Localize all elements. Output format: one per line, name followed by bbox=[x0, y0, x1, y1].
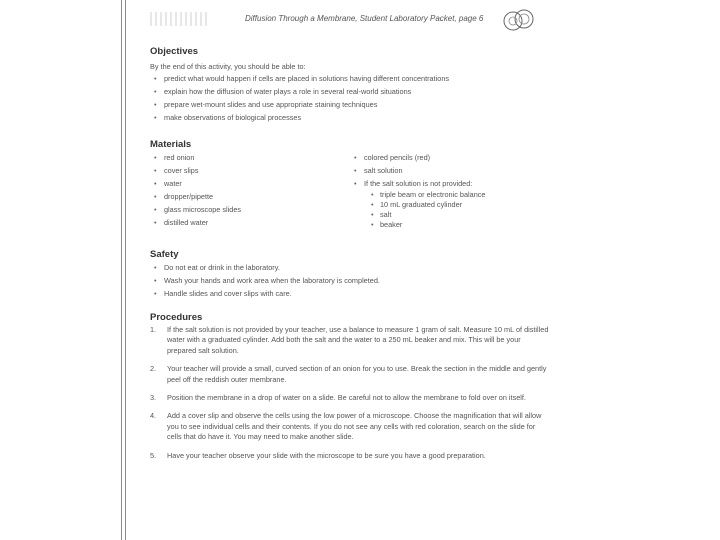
material-item: • salt solution bbox=[350, 164, 472, 177]
safety-item: • Do not eat or drink in the laboratory. bbox=[150, 261, 380, 274]
procedure-step bbox=[150, 325, 550, 356]
step-text: Have your teacher observe your slide with the microscope to be sure you have a good preparation. bbox=[167, 450, 486, 460]
document-page bbox=[150, 0, 550, 540]
step-number: 5. bbox=[150, 450, 157, 460]
material-sub-item: • triple beam or electronic balance bbox=[370, 190, 485, 200]
step-text: If the salt solution is not provided by your teacher, use a balance to measure 1 gram of salt. Measure 10 mL of distilled water with a graduated cylinder. Add both the salt and the water to a 250 mL beaker and mix. This will be your prepared salt solution. bbox=[167, 325, 549, 355]
materials-right-list bbox=[350, 151, 472, 190]
material-item: • If the salt solution is not provided: bbox=[350, 177, 472, 190]
header-smudge bbox=[150, 12, 210, 26]
step-number: 2. bbox=[150, 364, 157, 374]
material-item: • cover slips bbox=[150, 164, 241, 177]
safety-heading: Safety bbox=[150, 249, 179, 260]
objectives-list bbox=[150, 72, 449, 124]
objectives-intro: By the end of this activity, you should be able to: bbox=[150, 62, 306, 71]
procedure-step bbox=[150, 393, 550, 403]
step-number: 1. bbox=[150, 325, 157, 334]
material-sub-item: • 10 mL graduated cylinder bbox=[370, 200, 485, 210]
material-item: • glass microscope slides bbox=[150, 203, 241, 216]
step-number: 4. bbox=[150, 411, 157, 421]
material-item: • colored pencils (red) bbox=[350, 151, 472, 164]
objective-item: • explain how the diffusion of water plays a role in several real-world situations bbox=[150, 85, 449, 98]
materials-sub-list bbox=[370, 190, 485, 230]
objective-item: • predict what would happen if cells are placed in solutions having different concentrations bbox=[150, 72, 449, 85]
procedure-step bbox=[150, 364, 550, 385]
material-item: • water bbox=[150, 177, 241, 190]
safety-item: • Wash your hands and work area when the laboratory is completed. bbox=[150, 274, 380, 287]
step-number: 3. bbox=[150, 393, 157, 403]
step-text: Position the membrane in a drop of water on a slide. Be careful not to allow the membrane to fold over on itself. bbox=[167, 393, 526, 403]
left-margin-line-outer bbox=[121, 0, 122, 540]
procedure-step bbox=[150, 411, 550, 442]
safety-item: • Handle slides and cover slips with care. bbox=[150, 287, 380, 300]
step-text: Add a cover slip and observe the cells using the low power of a microscope. Choose the magnification that will allow you to see individual cells and their contents. If you do not see any cells with red coloration, search on the slide for cells that do have it. You may need to make another slide. bbox=[167, 411, 542, 442]
materials-left-list bbox=[150, 151, 241, 229]
procedures-list bbox=[150, 325, 550, 469]
materials-heading: Materials bbox=[150, 139, 192, 150]
objectives-heading: Objectives bbox=[150, 46, 199, 57]
logo-icon bbox=[502, 6, 536, 34]
objective-item: • make observations of biological processes bbox=[150, 111, 449, 124]
material-sub-item: • beaker bbox=[370, 220, 485, 230]
step-text: Your teacher will provide a small, curved section of an onion for you to use. Break the section in the middle and gently peel off the reddish outer membrane. bbox=[167, 364, 547, 384]
procedures-heading: Procedures bbox=[150, 312, 203, 323]
procedure-step bbox=[150, 451, 550, 461]
material-sub-item: • salt bbox=[370, 210, 485, 220]
material-item: • dropper/pipette bbox=[150, 190, 241, 203]
material-item: • red onion bbox=[150, 151, 241, 164]
material-item: • distilled water bbox=[150, 216, 241, 229]
objective-item: • prepare wet-mount slides and use appropriate staining techniques bbox=[150, 98, 449, 111]
left-margin-line-inner bbox=[125, 0, 126, 540]
page-header: Diffusion Through a Membrane, Student Laboratory Packet, page 6 bbox=[245, 14, 484, 23]
safety-list bbox=[150, 261, 380, 300]
